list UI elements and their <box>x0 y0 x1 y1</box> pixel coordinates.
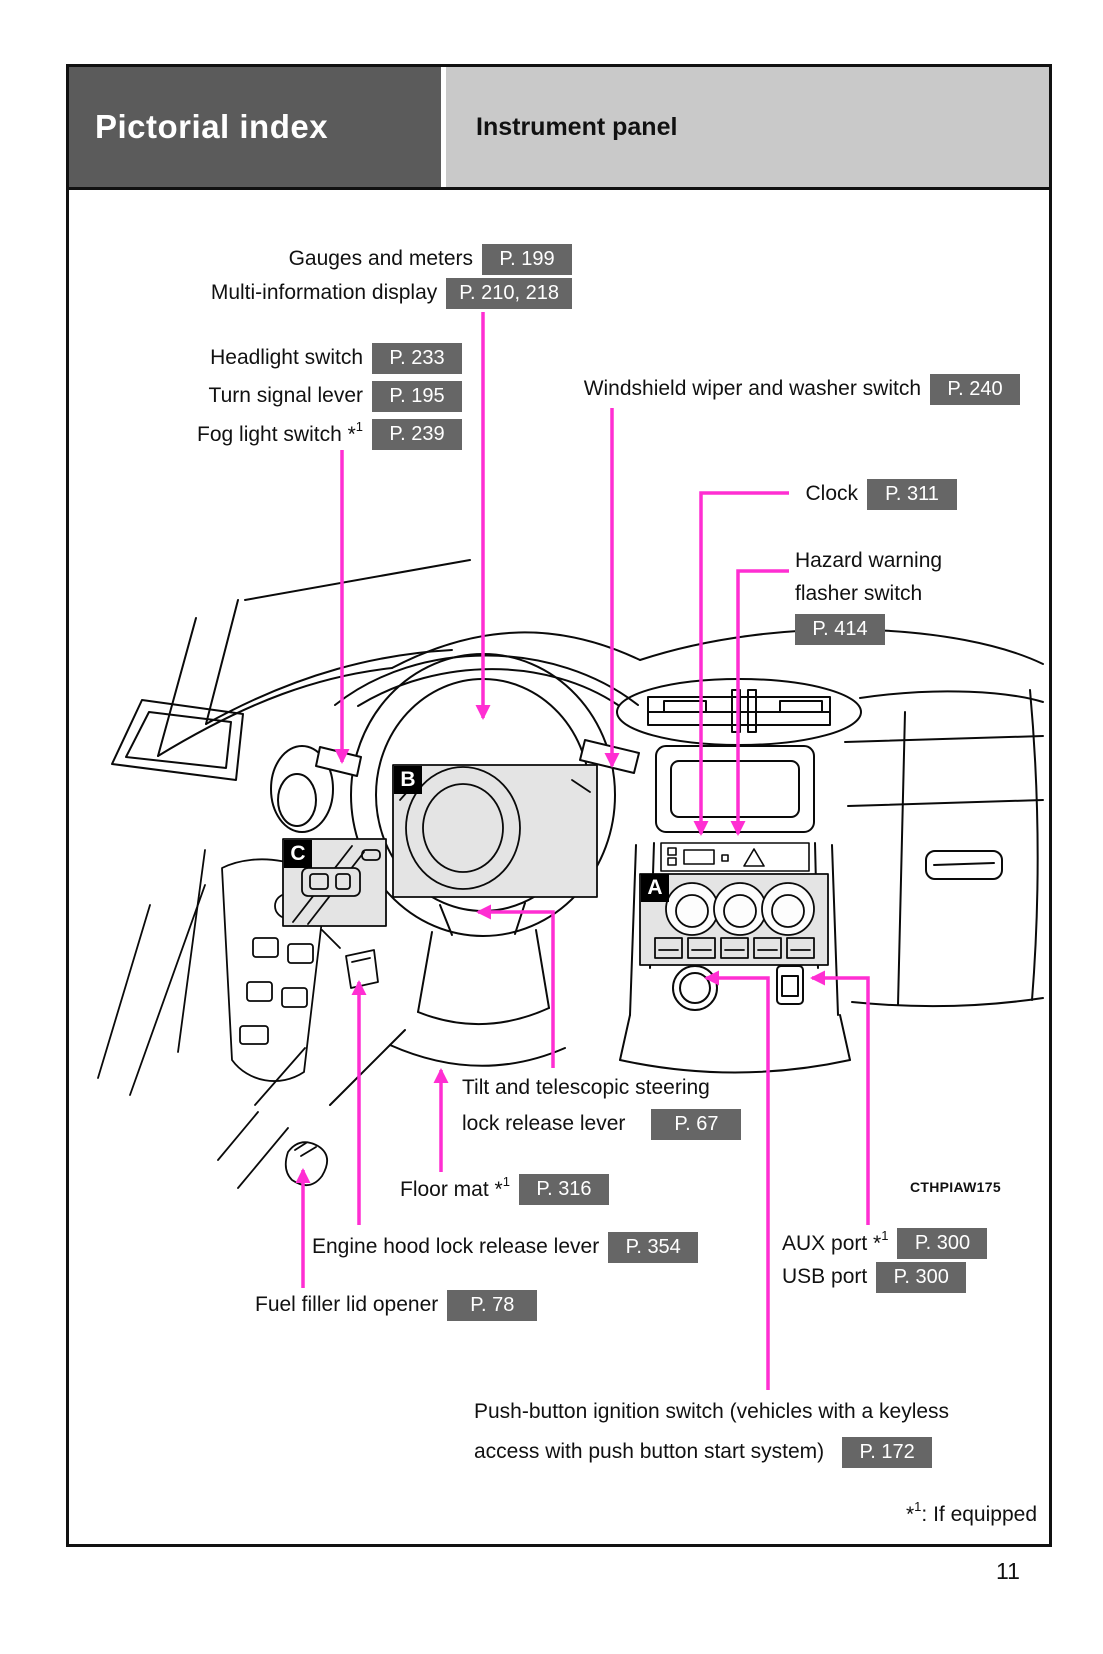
label-text: Hazard warning <box>795 548 943 572</box>
page-badge: P. 67 <box>651 1109 741 1140</box>
side-mirror <box>112 700 243 780</box>
label-floor-mat <box>400 1173 609 1205</box>
label-headlight-switch <box>210 342 462 374</box>
label-text: Multi-information display <box>210 281 438 304</box>
page-badge: P. 239 <box>372 419 462 450</box>
label-turn-signal-lever <box>209 380 462 412</box>
label-text: Push-button ignition switch (vehicles with a keyless <box>474 1400 950 1423</box>
label-windshield-wiper-switch <box>584 373 1020 405</box>
page-number: 11 <box>996 1558 1020 1584</box>
label-text: USB port <box>782 1265 868 1288</box>
page-badge: P. 210, 218 <box>446 278 572 309</box>
page-title: Instrument panel <box>476 112 678 141</box>
page-badge: P. 316 <box>519 1174 609 1205</box>
callout-letter-b: B <box>394 766 422 794</box>
label-fuel-filler-lid-opener <box>255 1289 537 1321</box>
arrow-hazard <box>738 571 789 834</box>
label-text: access with push button start system) <box>474 1440 825 1463</box>
label-text: Gauges and meters <box>288 247 473 270</box>
page-badge: P. 311 <box>867 479 957 510</box>
clock-hazard-strip <box>661 843 809 871</box>
fuel-opener-lever <box>218 1048 327 1188</box>
turn-signal-stalk <box>316 747 361 776</box>
label-engine-hood-release-lever <box>312 1231 698 1263</box>
label-text: Floor mat *$^1$ <box>400 1174 510 1201</box>
page-badge: P. 354 <box>608 1232 698 1263</box>
label-usb-port <box>782 1261 966 1293</box>
label-tilt-steering-lock-lever <box>462 1070 741 1142</box>
label-text: lock release lever <box>462 1112 626 1135</box>
section-title: Pictorial index <box>95 108 329 145</box>
page-badge: P. 199 <box>482 244 572 275</box>
page-badge: P. 414 <box>795 614 885 645</box>
callout-letter-a: A <box>641 874 669 902</box>
a-pillar-lines <box>158 560 470 756</box>
label-text: flasher switch <box>795 581 923 605</box>
page-badge: P. 300 <box>897 1228 987 1259</box>
page-badge: P. 195 <box>372 381 462 412</box>
page-badge: P. 78 <box>447 1290 537 1321</box>
page-badge: P. 300 <box>876 1262 966 1293</box>
page-badge: P. 172 <box>842 1437 932 1468</box>
label-text: Headlight switch <box>210 346 363 369</box>
label-text: Turn signal lever <box>208 384 363 407</box>
label-text: Tilt and telescopic steering <box>462 1076 710 1099</box>
label-text: Fuel filler lid opener <box>255 1293 439 1316</box>
label-text: Fog light switch *$^1$ <box>197 419 363 446</box>
arrow-ignition <box>706 978 768 1390</box>
glove-box <box>845 690 1043 1006</box>
figure-code: CTHPIAW175 <box>910 1179 1001 1195</box>
label-multi-information-display <box>211 277 572 309</box>
arrow-clock <box>701 493 789 834</box>
label-text: Windshield wiper and washer switch <box>583 377 921 400</box>
label-fog-light-switch <box>197 418 462 450</box>
footnote-text: *$^1$: If equipped <box>905 1499 1037 1526</box>
label-aux-port <box>782 1227 987 1259</box>
page-title-box <box>446 67 1049 187</box>
label-hazard-flasher-switch <box>795 544 942 645</box>
section-title-box <box>69 67 441 187</box>
label-text: AUX port *$^1$ <box>782 1228 889 1255</box>
label-push-button-ignition-switch <box>474 1392 949 1472</box>
hood-release-lever <box>322 930 378 988</box>
callout-b-panel <box>393 765 597 897</box>
label-clock <box>805 478 957 510</box>
ignition-and-ports <box>620 966 850 1073</box>
label-text: Engine hood lock release lever <box>312 1235 600 1258</box>
callout-letter-c: C <box>284 840 312 868</box>
label-gauges-and-meters <box>289 243 572 275</box>
label-text: Clock <box>805 482 858 505</box>
footnote-if-equipped <box>906 1498 1037 1530</box>
page-badge: P. 240 <box>930 374 1020 405</box>
page-badge: P. 233 <box>372 343 462 374</box>
page-header <box>66 64 1052 190</box>
